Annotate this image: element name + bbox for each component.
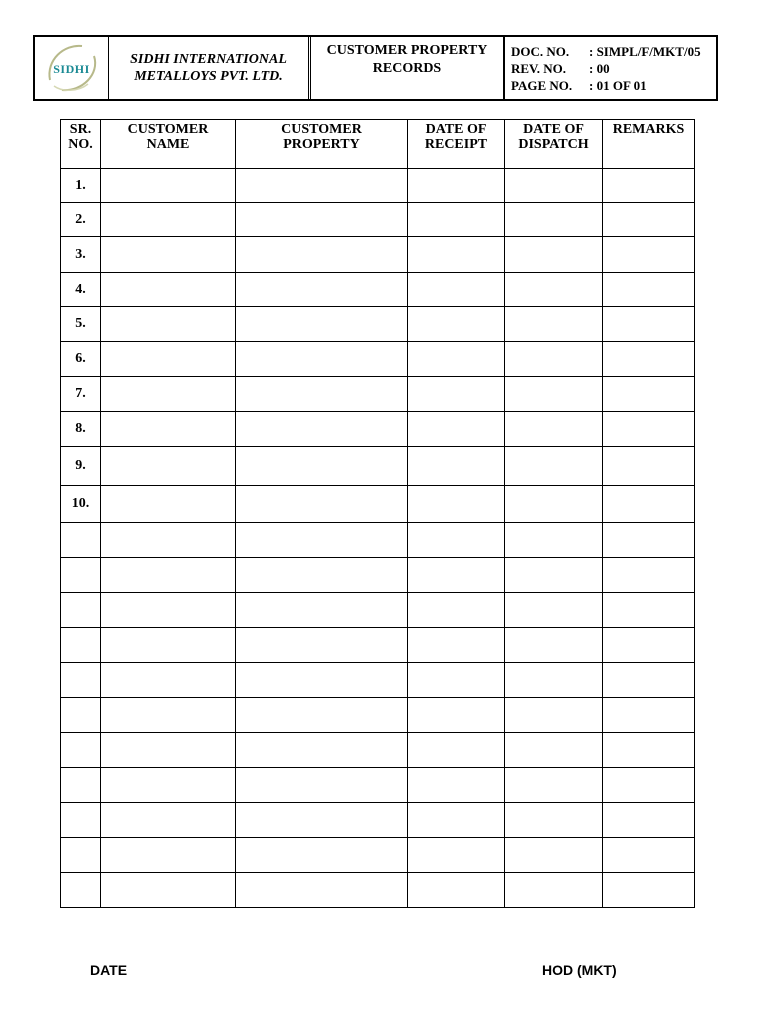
customer-name-cell[interactable] [101, 628, 236, 663]
doc-info [505, 37, 716, 99]
table-row [61, 628, 695, 663]
form-title-line1: CUSTOMER PROPERTY [326, 43, 488, 58]
doc-no-label: DOC. NO. [511, 44, 570, 59]
date-of-dispatch-cell[interactable] [505, 237, 603, 273]
customer-property-cell[interactable] [236, 237, 408, 273]
date-of-dispatch-cell[interactable] [505, 663, 603, 698]
customer-property-cell[interactable] [236, 523, 408, 558]
col-remarks: REMARKS [603, 120, 695, 169]
form-title [311, 37, 505, 99]
date-of-receipt-cell[interactable] [408, 838, 505, 873]
hod-signature-label: HOD (MKT) [542, 962, 617, 978]
table-row [61, 486, 695, 523]
customer-property-cell[interactable] [236, 663, 408, 698]
date-of-dispatch-cell[interactable] [505, 733, 603, 768]
table-row [61, 273, 695, 307]
table-row [61, 663, 695, 698]
customer-property-cell[interactable] [236, 273, 408, 307]
date-of-dispatch-cell[interactable] [505, 838, 603, 873]
customer-name-cell[interactable] [101, 486, 236, 523]
table-row [61, 523, 695, 558]
customer-name-cell[interactable] [101, 873, 236, 908]
sr-no-cell [61, 698, 101, 733]
date-of-receipt-cell[interactable] [408, 203, 505, 237]
sr-no-cell: 9. [61, 447, 101, 486]
date-of-dispatch-cell[interactable] [505, 273, 603, 307]
col-date-of-dispatch: DATE OF DISPATCH [505, 120, 603, 169]
sr-no-cell [61, 593, 101, 628]
company-line1: SIDHI INTERNATIONAL [130, 52, 287, 67]
rev-no-label: REV. NO. [511, 61, 567, 76]
date-of-dispatch-cell[interactable] [505, 377, 603, 412]
rev-no-value: : 00 [589, 61, 610, 76]
sr-no-cell: 7. [61, 377, 101, 412]
remarks-cell[interactable] [603, 307, 695, 342]
customer-property-cell[interactable] [236, 593, 408, 628]
remarks-cell[interactable] [603, 273, 695, 307]
date-signature-label: DATE [90, 962, 128, 978]
date-of-dispatch-cell[interactable] [505, 412, 603, 447]
table-row [61, 377, 695, 412]
remarks-cell[interactable] [603, 447, 695, 486]
customer-property-cell[interactable] [236, 803, 408, 838]
customer-name-cell[interactable] [101, 593, 236, 628]
date-of-receipt-cell[interactable] [408, 273, 505, 307]
customer-property-cell[interactable] [236, 307, 408, 342]
customer-name-cell[interactable] [101, 733, 236, 768]
date-of-receipt-cell[interactable] [408, 663, 505, 698]
remarks-cell[interactable] [603, 803, 695, 838]
remarks-cell[interactable] [603, 523, 695, 558]
sr-no-cell: 5. [61, 307, 101, 342]
date-of-receipt-cell[interactable] [408, 377, 505, 412]
customer-name-cell[interactable] [101, 447, 236, 486]
col-sr-no: SR. NO. [61, 120, 101, 169]
date-of-dispatch-cell[interactable] [505, 523, 603, 558]
table-row [61, 593, 695, 628]
table-row [61, 803, 695, 838]
sr-no-cell: 4. [61, 273, 101, 307]
table-body [61, 169, 695, 908]
sr-no-cell: 8. [61, 412, 101, 447]
table-row [61, 307, 695, 342]
customer-property-cell[interactable] [236, 447, 408, 486]
page-no-value: : 01 OF 01 [589, 78, 647, 93]
table-row [61, 412, 695, 447]
table-row [61, 698, 695, 733]
date-of-receipt-cell[interactable] [408, 307, 505, 342]
customer-name-cell[interactable] [101, 273, 236, 307]
date-of-dispatch-cell[interactable] [505, 628, 603, 663]
date-of-receipt-cell[interactable] [408, 803, 505, 838]
date-of-receipt-cell[interactable] [408, 733, 505, 768]
remarks-cell[interactable] [603, 698, 695, 733]
form-title-line2: RECORDS [372, 61, 442, 76]
sr-no-cell [61, 803, 101, 838]
sr-no-cell: 1. [61, 169, 101, 203]
customer-name-cell[interactable] [101, 237, 236, 273]
remarks-cell[interactable] [603, 377, 695, 412]
sr-no-cell [61, 628, 101, 663]
table-row [61, 558, 695, 593]
col-date-of-receipt: DATE OF RECEIPT [408, 120, 505, 169]
page-no-label: PAGE NO. [511, 78, 573, 93]
logo-text: SIDHI [53, 62, 90, 76]
sr-no-cell: 6. [61, 342, 101, 377]
date-of-receipt-cell[interactable] [408, 768, 505, 803]
logo-cell [35, 37, 109, 99]
customer-property-cell[interactable] [236, 628, 408, 663]
remarks-cell[interactable] [603, 663, 695, 698]
customer-name-cell[interactable] [101, 342, 236, 377]
remarks-cell[interactable] [603, 342, 695, 377]
remarks-cell[interactable] [603, 412, 695, 447]
customer-property-table [60, 119, 695, 908]
sr-no-cell [61, 733, 101, 768]
customer-name-cell[interactable] [101, 307, 236, 342]
table-row [61, 342, 695, 377]
date-of-receipt-cell[interactable] [408, 558, 505, 593]
table-header-row [61, 120, 695, 169]
remarks-cell[interactable] [603, 628, 695, 663]
customer-property-cell[interactable] [236, 342, 408, 377]
sr-no-cell: 3. [61, 237, 101, 273]
date-of-dispatch-cell[interactable] [505, 768, 603, 803]
date-of-receipt-cell[interactable] [408, 169, 505, 203]
remarks-cell[interactable] [603, 203, 695, 237]
table-row [61, 237, 695, 273]
date-of-dispatch-cell[interactable] [505, 342, 603, 377]
sr-no-cell [61, 663, 101, 698]
date-of-receipt-cell[interactable] [408, 873, 505, 908]
customer-name-cell[interactable] [101, 803, 236, 838]
date-of-dispatch-cell[interactable] [505, 169, 603, 203]
sr-no-cell [61, 768, 101, 803]
date-of-dispatch-cell[interactable] [505, 698, 603, 733]
date-of-receipt-cell[interactable] [408, 486, 505, 523]
customer-name-cell[interactable] [101, 203, 236, 237]
date-of-dispatch-cell[interactable] [505, 803, 603, 838]
doc-no-value: : SIMPL/F/MKT/05 [589, 44, 701, 59]
table-row [61, 203, 695, 237]
customer-property-cell[interactable] [236, 412, 408, 447]
col-customer-property: CUSTOMER PROPERTY [236, 120, 408, 169]
remarks-cell[interactable] [603, 733, 695, 768]
customer-name-cell[interactable] [101, 523, 236, 558]
sr-no-cell [61, 558, 101, 593]
page-no-row [511, 77, 716, 94]
date-of-receipt-cell[interactable] [408, 412, 505, 447]
remarks-cell[interactable] [603, 486, 695, 523]
customer-name-cell[interactable] [101, 169, 236, 203]
date-of-receipt-cell[interactable] [408, 523, 505, 558]
date-of-receipt-cell[interactable] [408, 698, 505, 733]
sr-no-cell: 2. [61, 203, 101, 237]
table-row [61, 447, 695, 486]
form-header [33, 35, 718, 101]
remarks-cell[interactable] [603, 873, 695, 908]
sr-no-cell [61, 523, 101, 558]
date-of-receipt-cell[interactable] [408, 447, 505, 486]
table-row [61, 873, 695, 908]
table-row [61, 838, 695, 873]
customer-name-cell[interactable] [101, 412, 236, 447]
date-of-receipt-cell[interactable] [408, 237, 505, 273]
table-row [61, 768, 695, 803]
date-of-dispatch-cell[interactable] [505, 873, 603, 908]
remarks-cell[interactable] [603, 558, 695, 593]
remarks-cell[interactable] [603, 169, 695, 203]
table-row [61, 169, 695, 203]
company-logo [42, 40, 102, 96]
customer-property-cell[interactable] [236, 733, 408, 768]
sr-no-cell [61, 873, 101, 908]
col-customer-name: CUSTOMER NAME [101, 120, 236, 169]
date-of-dispatch-cell[interactable] [505, 307, 603, 342]
customer-name-cell[interactable] [101, 768, 236, 803]
customer-name-cell[interactable] [101, 698, 236, 733]
customer-property-cell[interactable] [236, 486, 408, 523]
remarks-cell[interactable] [603, 593, 695, 628]
company-name [109, 37, 311, 99]
customer-property-cell[interactable] [236, 203, 408, 237]
sr-no-cell: 10. [61, 486, 101, 523]
customer-property-cell[interactable] [236, 558, 408, 593]
customer-property-cell[interactable] [236, 377, 408, 412]
date-of-receipt-cell[interactable] [408, 593, 505, 628]
customer-name-cell[interactable] [101, 377, 236, 412]
customer-property-cell[interactable] [236, 873, 408, 908]
company-line2: METALLOYS PVT. LTD. [134, 69, 283, 84]
date-of-dispatch-cell[interactable] [505, 486, 603, 523]
sr-no-cell [61, 838, 101, 873]
customer-name-cell[interactable] [101, 558, 236, 593]
remarks-cell[interactable] [603, 838, 695, 873]
customer-name-cell[interactable] [101, 838, 236, 873]
rev-no-row [511, 60, 716, 77]
doc-no-row [511, 43, 716, 60]
date-of-dispatch-cell[interactable] [505, 447, 603, 486]
customer-property-cell[interactable] [236, 768, 408, 803]
date-of-dispatch-cell[interactable] [505, 558, 603, 593]
date-of-dispatch-cell[interactable] [505, 203, 603, 237]
remarks-cell[interactable] [603, 237, 695, 273]
date-of-receipt-cell[interactable] [408, 628, 505, 663]
customer-property-cell[interactable] [236, 698, 408, 733]
date-of-receipt-cell[interactable] [408, 342, 505, 377]
customer-property-cell[interactable] [236, 169, 408, 203]
date-of-dispatch-cell[interactable] [505, 593, 603, 628]
remarks-cell[interactable] [603, 768, 695, 803]
table-row [61, 733, 695, 768]
customer-property-cell[interactable] [236, 838, 408, 873]
customer-name-cell[interactable] [101, 663, 236, 698]
